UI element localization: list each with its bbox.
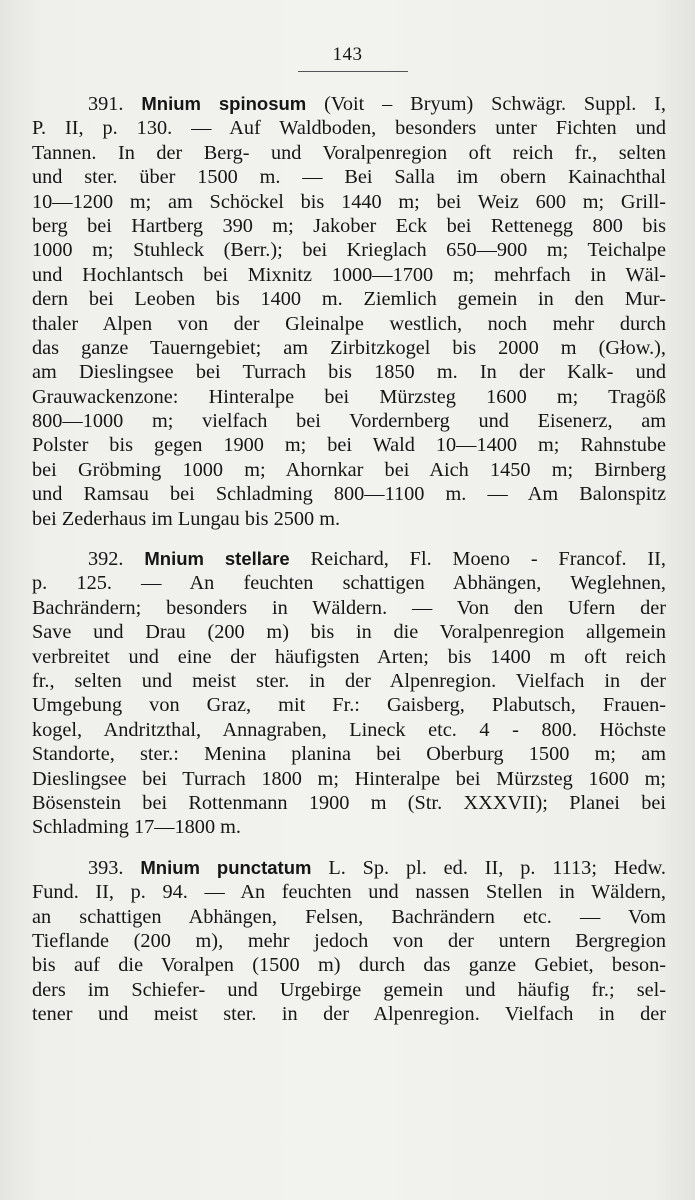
entry-text: Reichard, Fl. Moeno - Francof. II, — [289, 548, 666, 571]
text-line: verbreitet und eine der häufigsten Arten; bis 1400 m oft reich — [32, 645, 666, 668]
text-line: p. 125. — An feuchten schattigen Abhängen, Weglehnen, — [32, 572, 666, 595]
entry-text: L. Sp. pl. ed. II, p. 1113; Hedw. — [311, 856, 666, 879]
text-line: 10—1200 m; am Schöckel bis 1440 m; bei Weiz 600 m; Grill- — [32, 190, 666, 213]
text-line: P. II, p. 130. — Auf Waldboden, besonders unter Fichten und — [32, 117, 666, 140]
page-body — [32, 92, 666, 1026]
text-line: Schladming 17—1800 m. — [32, 816, 242, 839]
text-line: und Ramsau bei Schladming 800—1100 m. — Am Balonspitz — [32, 483, 666, 506]
text-line: Standorte, ster.: Menina planina bei Oberburg 1500 m; am — [32, 743, 666, 766]
species-name: Mnium spinosum — [141, 93, 307, 114]
text-line — [32, 547, 666, 571]
text-line: Tannen. In der Berg- und Voralpenregion oft reich fr., selten — [32, 141, 666, 164]
species-entry — [32, 547, 666, 840]
text-line: berg bei Hartberg 390 m; Jakober Eck bei Rettenegg 800 bis — [32, 214, 666, 237]
page-number: 143 — [332, 44, 363, 65]
entry-text: (Voit – Bryum) Schwägr. Suppl. I, — [306, 93, 666, 115]
text-line: und ster. über 1500 m. — Bei Salla im obern Kainachthal — [32, 166, 666, 189]
text-line: Grauwackenzone: Hinteralpe bei Mürzsteg 1600 m; Tragöß — [32, 385, 666, 408]
species-entry — [32, 856, 666, 1027]
text-line: ders im Schiefer- und Urgebirge gemein und häufig fr.; sel- — [32, 978, 666, 1001]
text-line: Dieslingsee bei Turrach 1800 m; Hinteralpe bei Mürzsteg 1600 m; — [32, 767, 666, 790]
species-entry — [32, 92, 666, 531]
text-line: Save und Drau (200 m) bis in die Voralpenregion allgemein — [32, 621, 666, 644]
text-line: Fund. II, p. 94. — An feuchten und nassen Stellen in Wäldern, — [32, 881, 666, 904]
text-line: dern bei Leoben bis 1400 m. Ziemlich gemein in den Mur- — [32, 288, 666, 311]
text-line: tener und meist ster. in der Alpenregion. Vielfach in der — [32, 1003, 666, 1026]
entry-number: 391. — [88, 93, 142, 115]
text-line: Polster bis gegen 1900 m; bei Wald 10—1400 m; Rahnstube — [32, 434, 666, 457]
text-line: Tieflande (200 m), mehr jedoch von der untern Bergregion — [32, 929, 666, 952]
text-line: 1000 m; Stuhleck (Berr.); bei Krieglach 650—900 m; Teichalpe — [32, 239, 666, 262]
text-line: an schattigen Abhängen, Felsen, Bachrändern etc. — Vom — [32, 905, 666, 928]
entry-number: 392. — [88, 548, 145, 571]
text-line: Bachrändern; besonders in Wäldern. — Von den Ufern der — [32, 596, 666, 619]
text-line: Umgebung von Graz, mit Fr.: Gaisberg, Plabutsch, Frauen- — [32, 694, 666, 717]
header-rule — [298, 71, 408, 72]
text-line — [32, 92, 666, 116]
entry-number: 393. — [88, 856, 141, 879]
text-line: am Dieslingsee bei Turrach bis 1850 m. In der Kalk- und — [32, 361, 666, 384]
text-line: 800—1000 m; vielfach bei Vordernberg und Eisenerz, am — [32, 410, 666, 433]
text-line: bei Gröbming 1000 m; Ahornkar bei Aich 1450 m; Birnberg — [32, 458, 666, 481]
text-line: das ganze Tauerngebiet; am Zirbitzkogel bis 2000 m (Głow.), — [32, 336, 666, 359]
text-line: fr., selten und meist ster. in der Alpenregion. Vielfach in der — [32, 669, 666, 692]
text-line: bei Zederhaus im Lungau bis 2500 m. — [32, 507, 341, 530]
text-line: und Hochlantsch bei Mixnitz 1000—1700 m; mehrfach in Wäl- — [32, 263, 666, 286]
entry-gap — [32, 531, 666, 547]
text-line: thaler Alpen von der Gleinalpe westlich, noch mehr durch — [32, 312, 666, 335]
text-line — [32, 856, 666, 880]
species-name: Mnium stellare — [144, 548, 290, 570]
species-name: Mnium punctatum — [140, 856, 312, 878]
text-line: kogel, Andritzthal, Annagraben, Lineck etc. 4 - 800. Höchste — [32, 718, 666, 741]
text-line: bis auf die Voralpen (1500 m) durch das ganze Gebiet, beson- — [32, 954, 666, 977]
text-line: Bösenstein bei Rottenmann 1900 m (Str. XXXVII); Planei bei — [32, 791, 666, 814]
entry-gap — [32, 840, 666, 856]
